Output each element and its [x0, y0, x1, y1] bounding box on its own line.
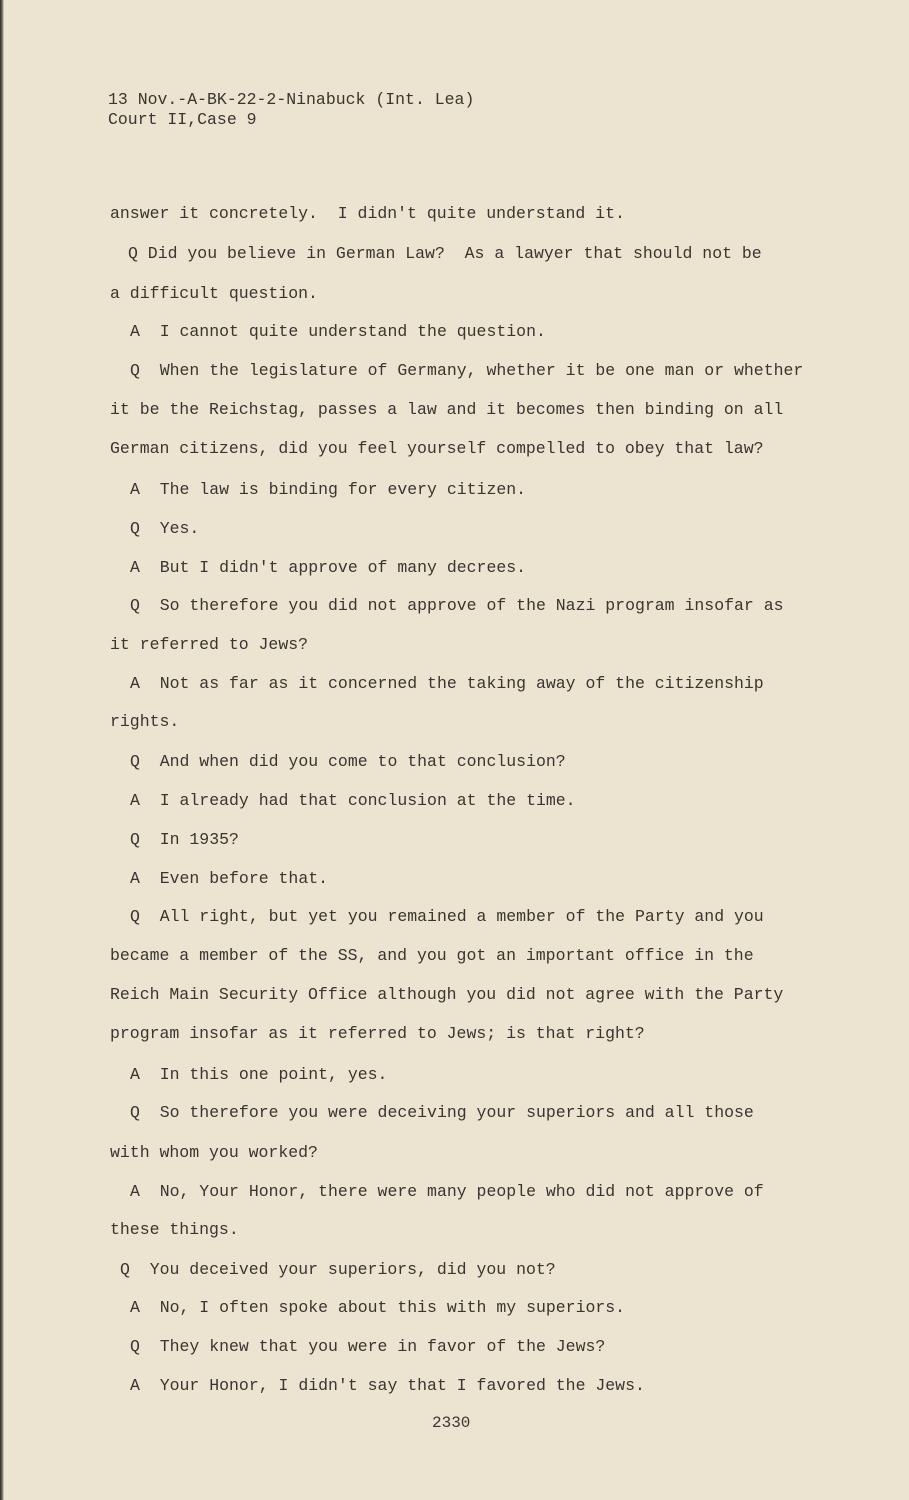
transcript-line: German citizens, did you feel yourself compelled to obey that law?: [110, 439, 764, 458]
transcript-line: Q You deceived your superiors, did you not?: [120, 1260, 556, 1279]
transcript-line: Q In 1935?: [130, 830, 239, 849]
transcript-line: Q Did you believe in German Law? As a lawyer that should not be: [128, 244, 762, 263]
transcript-line: a difficult question.: [110, 284, 318, 303]
header-line-1: 13 Nov.-A-BK-22-2-Ninabuck (Int. Lea): [108, 90, 475, 109]
transcript-line: A In this one point, yes.: [130, 1065, 388, 1084]
transcript-line: A But I didn't approve of many decrees.: [130, 558, 527, 577]
transcript-line: A No, I often spoke about this with my superiors.: [130, 1298, 626, 1317]
transcript-line: it referred to Jews?: [110, 635, 309, 654]
transcript-line: Q All right, but yet you remained a member of the Party and you: [130, 907, 764, 926]
transcript-line: A Your Honor, I didn't say that I favored the Jews.: [130, 1376, 645, 1395]
transcript-line: became a member of the SS, and you got an important office in the: [110, 946, 754, 965]
transcript-line: A No, Your Honor, there were many people who did not approve of: [130, 1182, 764, 1201]
transcript-line: Q Yes.: [130, 519, 200, 538]
page-number: 2330: [432, 1414, 471, 1432]
transcript-line: program insofar as it referred to Jews; is that right?: [110, 1024, 645, 1043]
transcript-line: rights.: [110, 712, 180, 731]
transcript-line: Q When the legislature of Germany, whether it be one man or whether: [130, 361, 804, 380]
transcript-line: these things.: [110, 1220, 239, 1239]
transcript-line: with whom you worked?: [110, 1143, 318, 1162]
transcript-line: answer it concretely. I didn't quite understand it.: [110, 204, 625, 223]
transcript-line: Q They knew that you were in favor of the Jews?: [130, 1337, 606, 1356]
header-line-2: Court II,Case 9: [108, 110, 257, 129]
transcript-line: Q And when did you come to that conclusion?: [130, 752, 566, 771]
transcript-line: A Not as far as it concerned the taking away of the citizenship: [130, 674, 764, 693]
transcript-line: Q So therefore you did not approve of the Nazi program insofar as: [130, 596, 784, 615]
transcript-line: Q So therefore you were deceiving your superiors and all those: [130, 1103, 754, 1122]
transcript-line: A I already had that conclusion at the time.: [130, 791, 576, 810]
transcript-line: Reich Main Security Office although you did not agree with the Party: [110, 985, 784, 1004]
transcript-line: A I cannot quite understand the question.: [130, 322, 546, 341]
transcript-line: it be the Reichstag, passes a law and it becomes then binding on all: [110, 400, 784, 419]
transcript-line: A Even before that.: [130, 869, 329, 888]
transcript-line: A The law is binding for every citizen.: [130, 480, 527, 499]
page-binding-edge: [0, 0, 4, 1500]
